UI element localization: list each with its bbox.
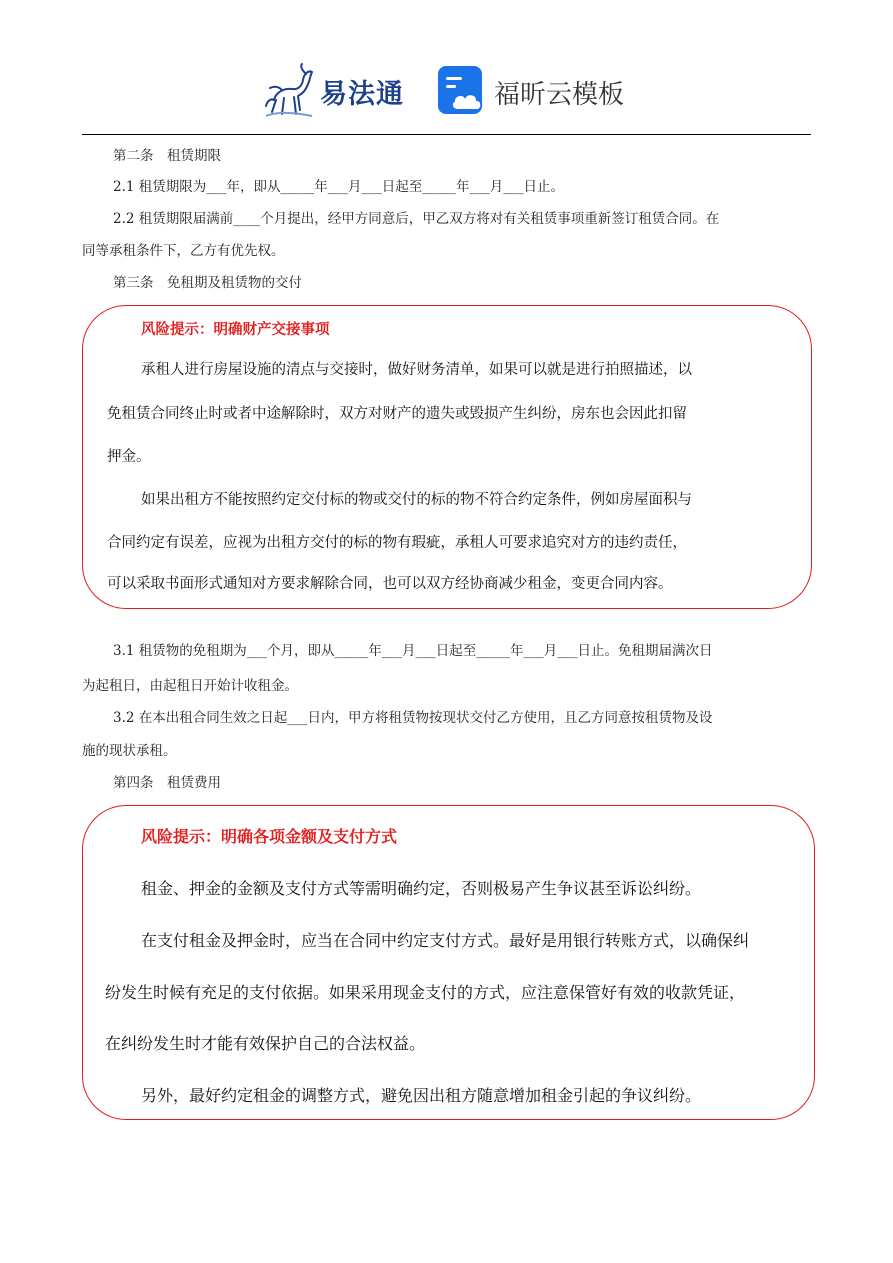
header-divider [82,134,811,135]
fuxin-logo [436,64,636,118]
clause-2-2-line2: 同等承租条件下，乙方有优先权。 [82,243,285,259]
risk-text-line: 如果出租方不能按照约定交付标的物或交付的标的物不符合约定条件，例如房屋面积与 [141,492,692,508]
risk-text-line: 纷发生时候有充足的支付依据。如果采用现金支付的方式，应注意保管好有效的收款凭证， [105,983,746,1002]
clause-3-2-line1: 3.2 在本出租合同生效之日起___日内，甲方将租赁物按现状交付乙方使用，且乙方同意按租赁物及设 [113,710,713,726]
risk-text-line: 在支付租金及押金时，应当在合同中约定支付方式。最好是用银行转账方式，以确保纠 [141,931,750,950]
article4-heading: 第四条 租赁费用 [113,775,221,791]
clause-2-2-line1: 2.2 租赁期限届满前____个月提出，经甲方同意后，甲乙双方将对有关租赁事项重新签订租赁合同。在 [113,211,720,227]
risk-text-line: 免租赁合同终止时或者中途解除时，双方对财产的遗失或毁损产生纠纷，房东也会因此扣留 [107,406,687,422]
horse-logo-icon [262,62,320,120]
risk-text-line: 承租人进行房屋设施的清点与交接时，做好财务清单，如果可以就是进行拍照描述，以 [141,362,692,378]
article3-heading: 第三条 免租期及租赁物的交付 [113,275,302,291]
risk-title: 风险提示：明确财产交接事项 [141,322,330,338]
article2-heading: 第二条 租赁期限 [113,148,221,164]
risk-text-line: 可以采取书面形式通知对方要求解除合同，也可以双方经协商减少租金，变更合同内容。 [107,576,673,592]
page-header [0,60,893,124]
yifatong-logo [262,62,412,120]
clause-2-1: 2.1 租赁期限为___年，即从_____年___月___日起至_____年___月___日止。 [113,179,565,195]
risk-box-payment [82,805,815,1120]
risk-title: 风险提示：明确各项金额及支付方式 [141,827,398,846]
risk-text-line: 租金、押金的金额及支付方式等需明确约定，否则极易产生争议甚至诉讼纠纷。 [141,879,702,898]
clause-3-1-line2: 为起租日，由起租日开始计收租金。 [82,678,298,694]
cloud-document-icon [436,64,488,116]
risk-text-line: 另外，最好约定租金的调整方式，避免因出租方随意增加租金引起的争议纠纷。 [141,1086,702,1105]
clause-3-1-line1: 3.1 租赁物的免租期为___个月，即从_____年___月___日起至_____年___月___日止。免租期届满次日 [113,643,713,659]
clause-3-2-line2: 施的现状承租。 [82,743,177,759]
risk-box-property-handover [82,305,812,609]
logo2-text: 福昕云模板 [494,80,625,110]
logo1-text: 易法通 [320,79,404,110]
risk-text-line: 押金。 [107,449,151,465]
risk-text-line: 合同约定有误差，应视为出租方交付的标的物有瑕疵，承租人可要求追究对方的违约责任， [107,535,687,551]
risk-text-line: 在纠纷发生时才能有效保护自己的合法权益。 [105,1034,426,1053]
